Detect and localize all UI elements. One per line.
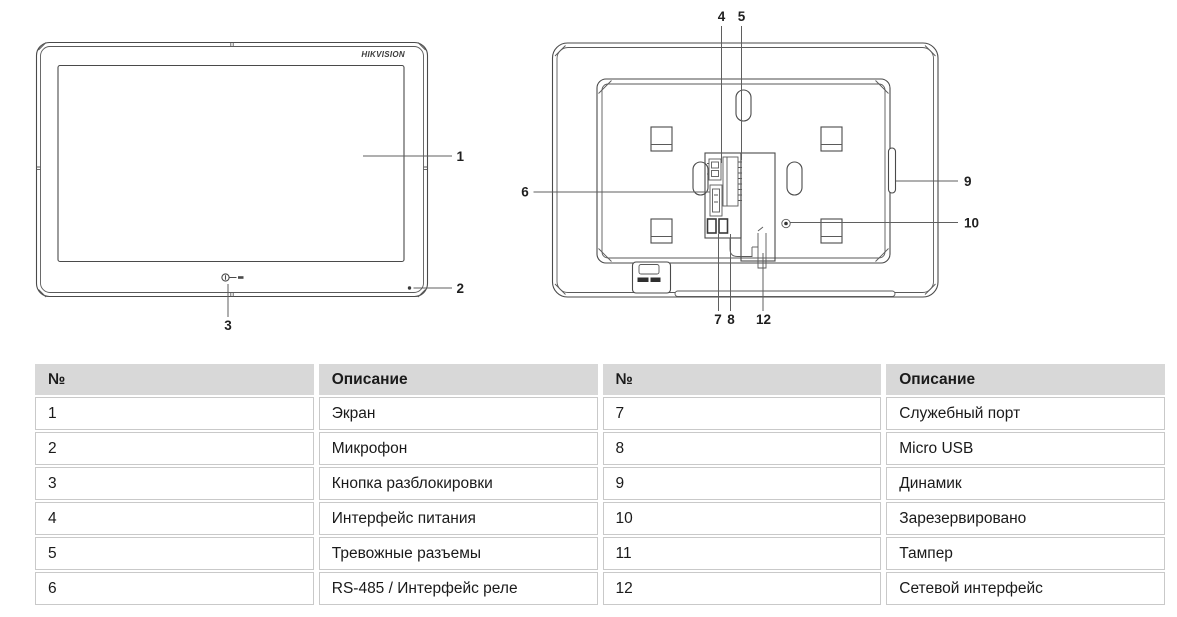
cell-number: 4	[35, 502, 314, 535]
speaker-slot	[889, 148, 896, 193]
cell-description: Micro USB	[886, 432, 1165, 465]
callout-label-microphone: 2	[456, 281, 465, 296]
mounting-slot-left	[693, 162, 708, 195]
front-callouts	[224, 149, 464, 333]
brand-logo: HIKVISION	[361, 50, 405, 59]
table-row	[35, 432, 1165, 465]
back-view-diagram	[500, 0, 1020, 345]
cell-description: Кнопка разблокировки	[319, 467, 598, 500]
rs485-relay-connector	[710, 185, 722, 216]
cell-description: Экран	[319, 397, 598, 430]
front-device-outline	[37, 43, 428, 298]
cell-description: RS-485 / Интерфейс реле	[319, 572, 598, 605]
cell-number: 6	[35, 572, 314, 605]
callout-label-alarm-terminals: 5	[737, 9, 746, 24]
cell-description: Служебный порт	[886, 397, 1165, 430]
reserved-screw	[782, 219, 790, 227]
cell-number: 11	[603, 537, 882, 570]
table-row	[35, 572, 1165, 605]
clip-slot	[821, 127, 842, 151]
header-description-left: Описание	[319, 364, 598, 395]
cell-description: Зарезервировано	[886, 502, 1165, 535]
table-header-row	[35, 364, 1165, 395]
cell-number: 3	[35, 467, 314, 500]
back-callouts	[521, 9, 979, 327]
header-number-right: №	[603, 364, 882, 395]
front-view-diagram	[0, 0, 500, 345]
header-description-right: Описание	[886, 364, 1165, 395]
parts-table-container	[30, 362, 1170, 607]
cell-description: Интерфейс питания	[319, 502, 598, 535]
bottom-clip-tab	[633, 262, 671, 293]
cell-number: 8	[603, 432, 882, 465]
clip-slot	[651, 219, 672, 243]
table-row	[35, 467, 1165, 500]
cell-number: 7	[603, 397, 882, 430]
cell-number: 12	[603, 572, 882, 605]
callout-label-unlock-button: 3	[224, 318, 232, 333]
mounting-slot-right	[787, 162, 802, 195]
callout-label-power-interface: 4	[717, 9, 726, 24]
cell-number: 10	[603, 502, 882, 535]
callout-label-network-interface: 12	[755, 312, 772, 327]
cell-description: Динамик	[886, 467, 1165, 500]
clip-slots	[651, 127, 842, 243]
screen	[58, 66, 404, 262]
callout-label-screen: 1	[456, 149, 465, 164]
callout-label-micro-usb: 8	[727, 312, 735, 327]
back-inner-panel	[597, 79, 890, 263]
table-row	[35, 502, 1165, 535]
callout-label-speaker: 9	[964, 174, 972, 189]
bottom-groove	[675, 291, 895, 297]
network-cable-channel	[730, 227, 766, 268]
callout-label-reserved: 10	[964, 215, 980, 231]
cell-description: Микрофон	[319, 432, 598, 465]
micro-usb-port	[719, 219, 728, 233]
callout-label-service-port: 7	[714, 312, 722, 327]
header-number-left: №	[35, 364, 314, 395]
cell-description: Тревожные разъемы	[319, 537, 598, 570]
table-row	[35, 397, 1165, 430]
callout-label-rs485-relay: 6	[521, 184, 529, 200]
table-row	[35, 537, 1165, 570]
cell-number: 5	[35, 537, 314, 570]
clip-slot	[651, 127, 672, 151]
service-port	[708, 219, 717, 233]
cell-number: 2	[35, 432, 314, 465]
power-connector	[707, 159, 721, 180]
cell-number: 9	[603, 467, 882, 500]
mounting-slot-top	[736, 90, 751, 121]
parts-table	[30, 362, 1170, 607]
unlock-key-icon	[222, 274, 244, 281]
microphone-dot	[408, 286, 411, 289]
cell-description: Тампер	[886, 537, 1165, 570]
connector-recess	[705, 153, 775, 261]
cell-number: 1	[35, 397, 314, 430]
cell-description: Сетевой интерфейс	[886, 572, 1165, 605]
alarm-terminal-block	[723, 157, 742, 206]
